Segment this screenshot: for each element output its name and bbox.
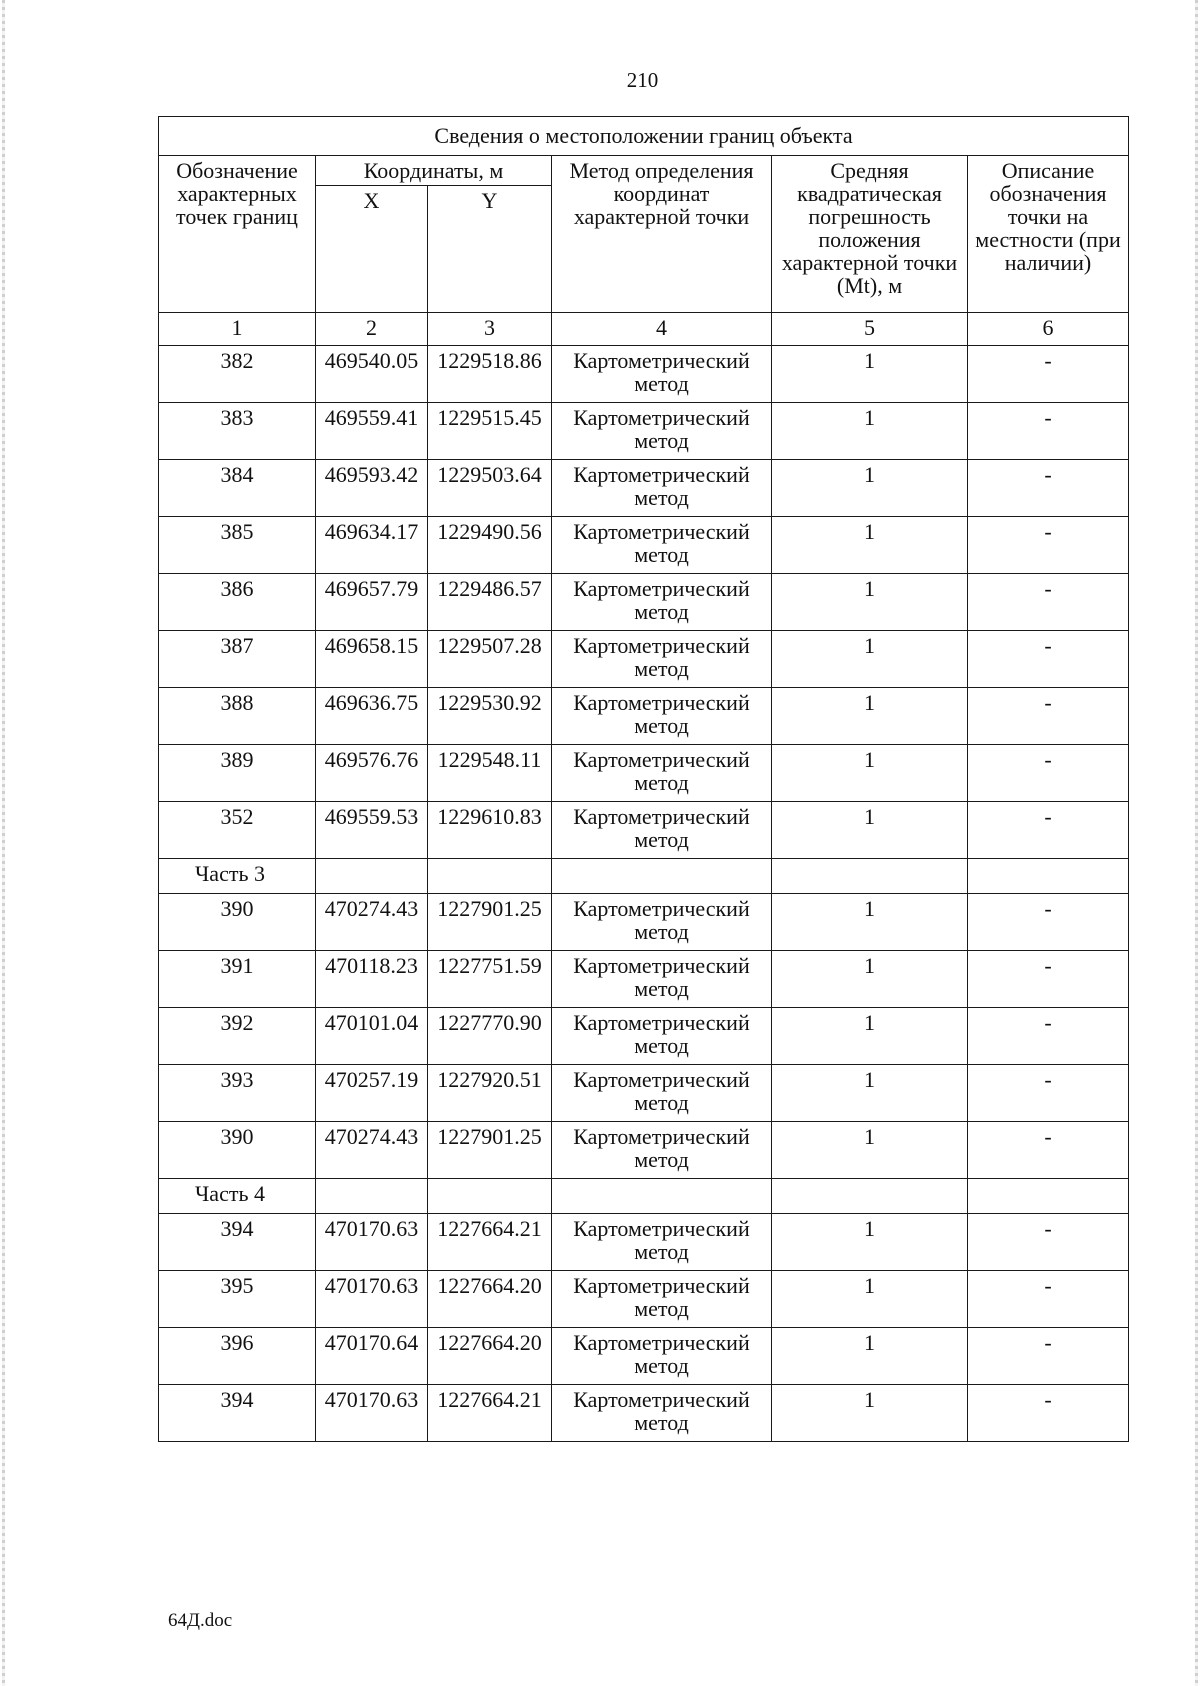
cell-method: Картометрический метод [552,631,772,688]
cell-x: 469559.41 [316,403,428,460]
table-row [159,745,1129,802]
cell-method: Картометрический метод [552,517,772,574]
cell-y: 1229548.11 [428,745,552,802]
cell-point: 385 [159,517,316,574]
cell-y: 1227664.21 [428,1385,552,1442]
cell-x: 469540.05 [316,346,428,403]
cell-point: 391 [159,951,316,1008]
cell-method: Картометрический метод [552,1271,772,1328]
table-row [159,460,1129,517]
cell-y: 1227901.25 [428,894,552,951]
cell-error: 1 [772,631,968,688]
table-row [159,346,1129,403]
cell-method: Картометрический метод [552,403,772,460]
cell-error: 1 [772,745,968,802]
cell-y: 1227901.25 [428,1122,552,1179]
cell-x: 469636.75 [316,688,428,745]
cell-description: - [968,1122,1129,1179]
cell-method: Картометрический метод [552,1008,772,1065]
cell-error: 1 [772,1214,968,1271]
cell-y: 1227664.20 [428,1271,552,1328]
header-x: X [316,186,428,313]
part-heading-row [159,859,1129,894]
cell-method: Картометрический метод [552,745,772,802]
cell-description: - [968,951,1129,1008]
empty-cell [316,859,428,894]
cell-x: 469658.15 [316,631,428,688]
cell-error: 1 [772,1008,968,1065]
cell-point: 352 [159,802,316,859]
cell-error: 1 [772,688,968,745]
cell-point: 395 [159,1271,316,1328]
cell-error: 1 [772,1065,968,1122]
cell-method: Картометрический метод [552,1122,772,1179]
cell-point: 390 [159,1122,316,1179]
cell-x: 470170.63 [316,1271,428,1328]
table-row [159,631,1129,688]
cell-error: 1 [772,1328,968,1385]
cell-error: 1 [772,517,968,574]
empty-cell [772,1179,968,1214]
cell-x: 470170.63 [316,1214,428,1271]
cell-y: 1229486.57 [428,574,552,631]
table-row [159,688,1129,745]
cell-point: 386 [159,574,316,631]
cell-y: 1229610.83 [428,802,552,859]
table-row [159,1328,1129,1385]
cell-y: 1229507.28 [428,631,552,688]
empty-cell [428,1179,552,1214]
cell-error: 1 [772,460,968,517]
empty-cell [968,859,1129,894]
cell-x: 470170.64 [316,1328,428,1385]
cell-point: 392 [159,1008,316,1065]
table-caption: Сведения о местоположении границ объекта [159,117,1129,156]
cell-description: - [968,1214,1129,1271]
cell-y: 1229530.92 [428,688,552,745]
cell-method: Картометрический метод [552,894,772,951]
cell-point: 384 [159,460,316,517]
cell-point: 394 [159,1214,316,1271]
cell-method: Картометрический метод [552,951,772,1008]
header-y: Y [428,186,552,313]
header-coordinates: Координаты, м [316,156,552,186]
table-row [159,802,1129,859]
part-heading-row [159,1179,1129,1214]
column-number: 1 [159,313,316,346]
cell-method: Картометрический метод [552,1328,772,1385]
cell-x: 469559.53 [316,802,428,859]
cell-point: 396 [159,1328,316,1385]
cell-description: - [968,1065,1129,1122]
header-method: Метод определения координат характерной точки [552,156,772,313]
cell-description: - [968,802,1129,859]
cell-description: - [968,1271,1129,1328]
cell-description: - [968,517,1129,574]
empty-cell [428,859,552,894]
table-row [159,1008,1129,1065]
column-number: 4 [552,313,772,346]
cell-y: 1227770.90 [428,1008,552,1065]
page-number: 210 [626,68,659,92]
table-row [159,1122,1129,1179]
cell-x: 469593.42 [316,460,428,517]
empty-cell [552,1179,772,1214]
cell-method: Картометрический метод [552,460,772,517]
footer-filename: 64Д.doc [168,1610,233,1631]
table-row [159,1385,1129,1442]
cell-error: 1 [772,1271,968,1328]
cell-method: Картометрический метод [552,1065,772,1122]
part-label: Часть 3 [159,859,316,894]
table-row [159,517,1129,574]
cell-y: 1227664.20 [428,1328,552,1385]
cell-description: - [968,460,1129,517]
column-number: 6 [968,313,1129,346]
cell-y: 1227751.59 [428,951,552,1008]
table-row [159,1271,1129,1328]
cell-method: Картометрический метод [552,688,772,745]
table-row [159,1214,1129,1271]
part-label: Часть 4 [159,1179,316,1214]
cell-point: 389 [159,745,316,802]
cell-description: - [968,1385,1129,1442]
cell-x: 470101.04 [316,1008,428,1065]
cell-description: - [968,574,1129,631]
cell-y: 1229490.56 [428,517,552,574]
cell-error: 1 [772,802,968,859]
cell-point: 394 [159,1385,316,1442]
cell-error: 1 [772,346,968,403]
cell-error: 1 [772,403,968,460]
cell-description: - [968,346,1129,403]
cell-x: 470274.43 [316,1122,428,1179]
table-row [159,574,1129,631]
header-description: Описание обозначения точки на местности (при наличии) [968,156,1129,313]
cell-y: 1229503.64 [428,460,552,517]
column-number: 3 [428,313,552,346]
cell-y: 1227920.51 [428,1065,552,1122]
column-number: 2 [316,313,428,346]
cell-error: 1 [772,1122,968,1179]
cell-method: Картометрический метод [552,1214,772,1271]
cell-x: 470274.43 [316,894,428,951]
cell-y: 1229518.86 [428,346,552,403]
cell-error: 1 [772,1385,968,1442]
cell-y: 1227664.21 [428,1214,552,1271]
scan-edge-right [1195,0,1198,1686]
empty-cell [552,859,772,894]
cell-x: 469657.79 [316,574,428,631]
cell-description: - [968,1328,1129,1385]
cell-description: - [968,403,1129,460]
cell-x: 470170.63 [316,1385,428,1442]
scan-edge-left [2,0,5,1686]
cell-point: 387 [159,631,316,688]
cell-description: - [968,1008,1129,1065]
table-row [159,894,1129,951]
header-designation: Обозначение характерных точек границ [159,156,316,313]
cell-error: 1 [772,894,968,951]
cell-x: 469576.76 [316,745,428,802]
cell-description: - [968,688,1129,745]
cell-method: Картометрический метод [552,574,772,631]
empty-cell [316,1179,428,1214]
cell-method: Картометрический метод [552,802,772,859]
cell-point: 382 [159,346,316,403]
cell-description: - [968,631,1129,688]
cell-description: - [968,894,1129,951]
table-row [159,951,1129,1008]
cell-point: 383 [159,403,316,460]
boundary-coordinates-table [158,116,1129,1442]
empty-cell [772,859,968,894]
table-row [159,403,1129,460]
cell-method: Картометрический метод [552,346,772,403]
cell-point: 393 [159,1065,316,1122]
cell-y: 1229515.45 [428,403,552,460]
cell-point: 390 [159,894,316,951]
empty-cell [968,1179,1129,1214]
cell-error: 1 [772,951,968,1008]
cell-method: Картометрический метод [552,1385,772,1442]
table-body [159,346,1129,1442]
column-number: 5 [772,313,968,346]
cell-x: 469634.17 [316,517,428,574]
cell-x: 470118.23 [316,951,428,1008]
cell-description: - [968,745,1129,802]
cell-x: 470257.19 [316,1065,428,1122]
cell-point: 388 [159,688,316,745]
cell-error: 1 [772,574,968,631]
table-row [159,1065,1129,1122]
header-error: Средняя квадратическая погрешность положения характерной точки (Mt), м [772,156,968,313]
